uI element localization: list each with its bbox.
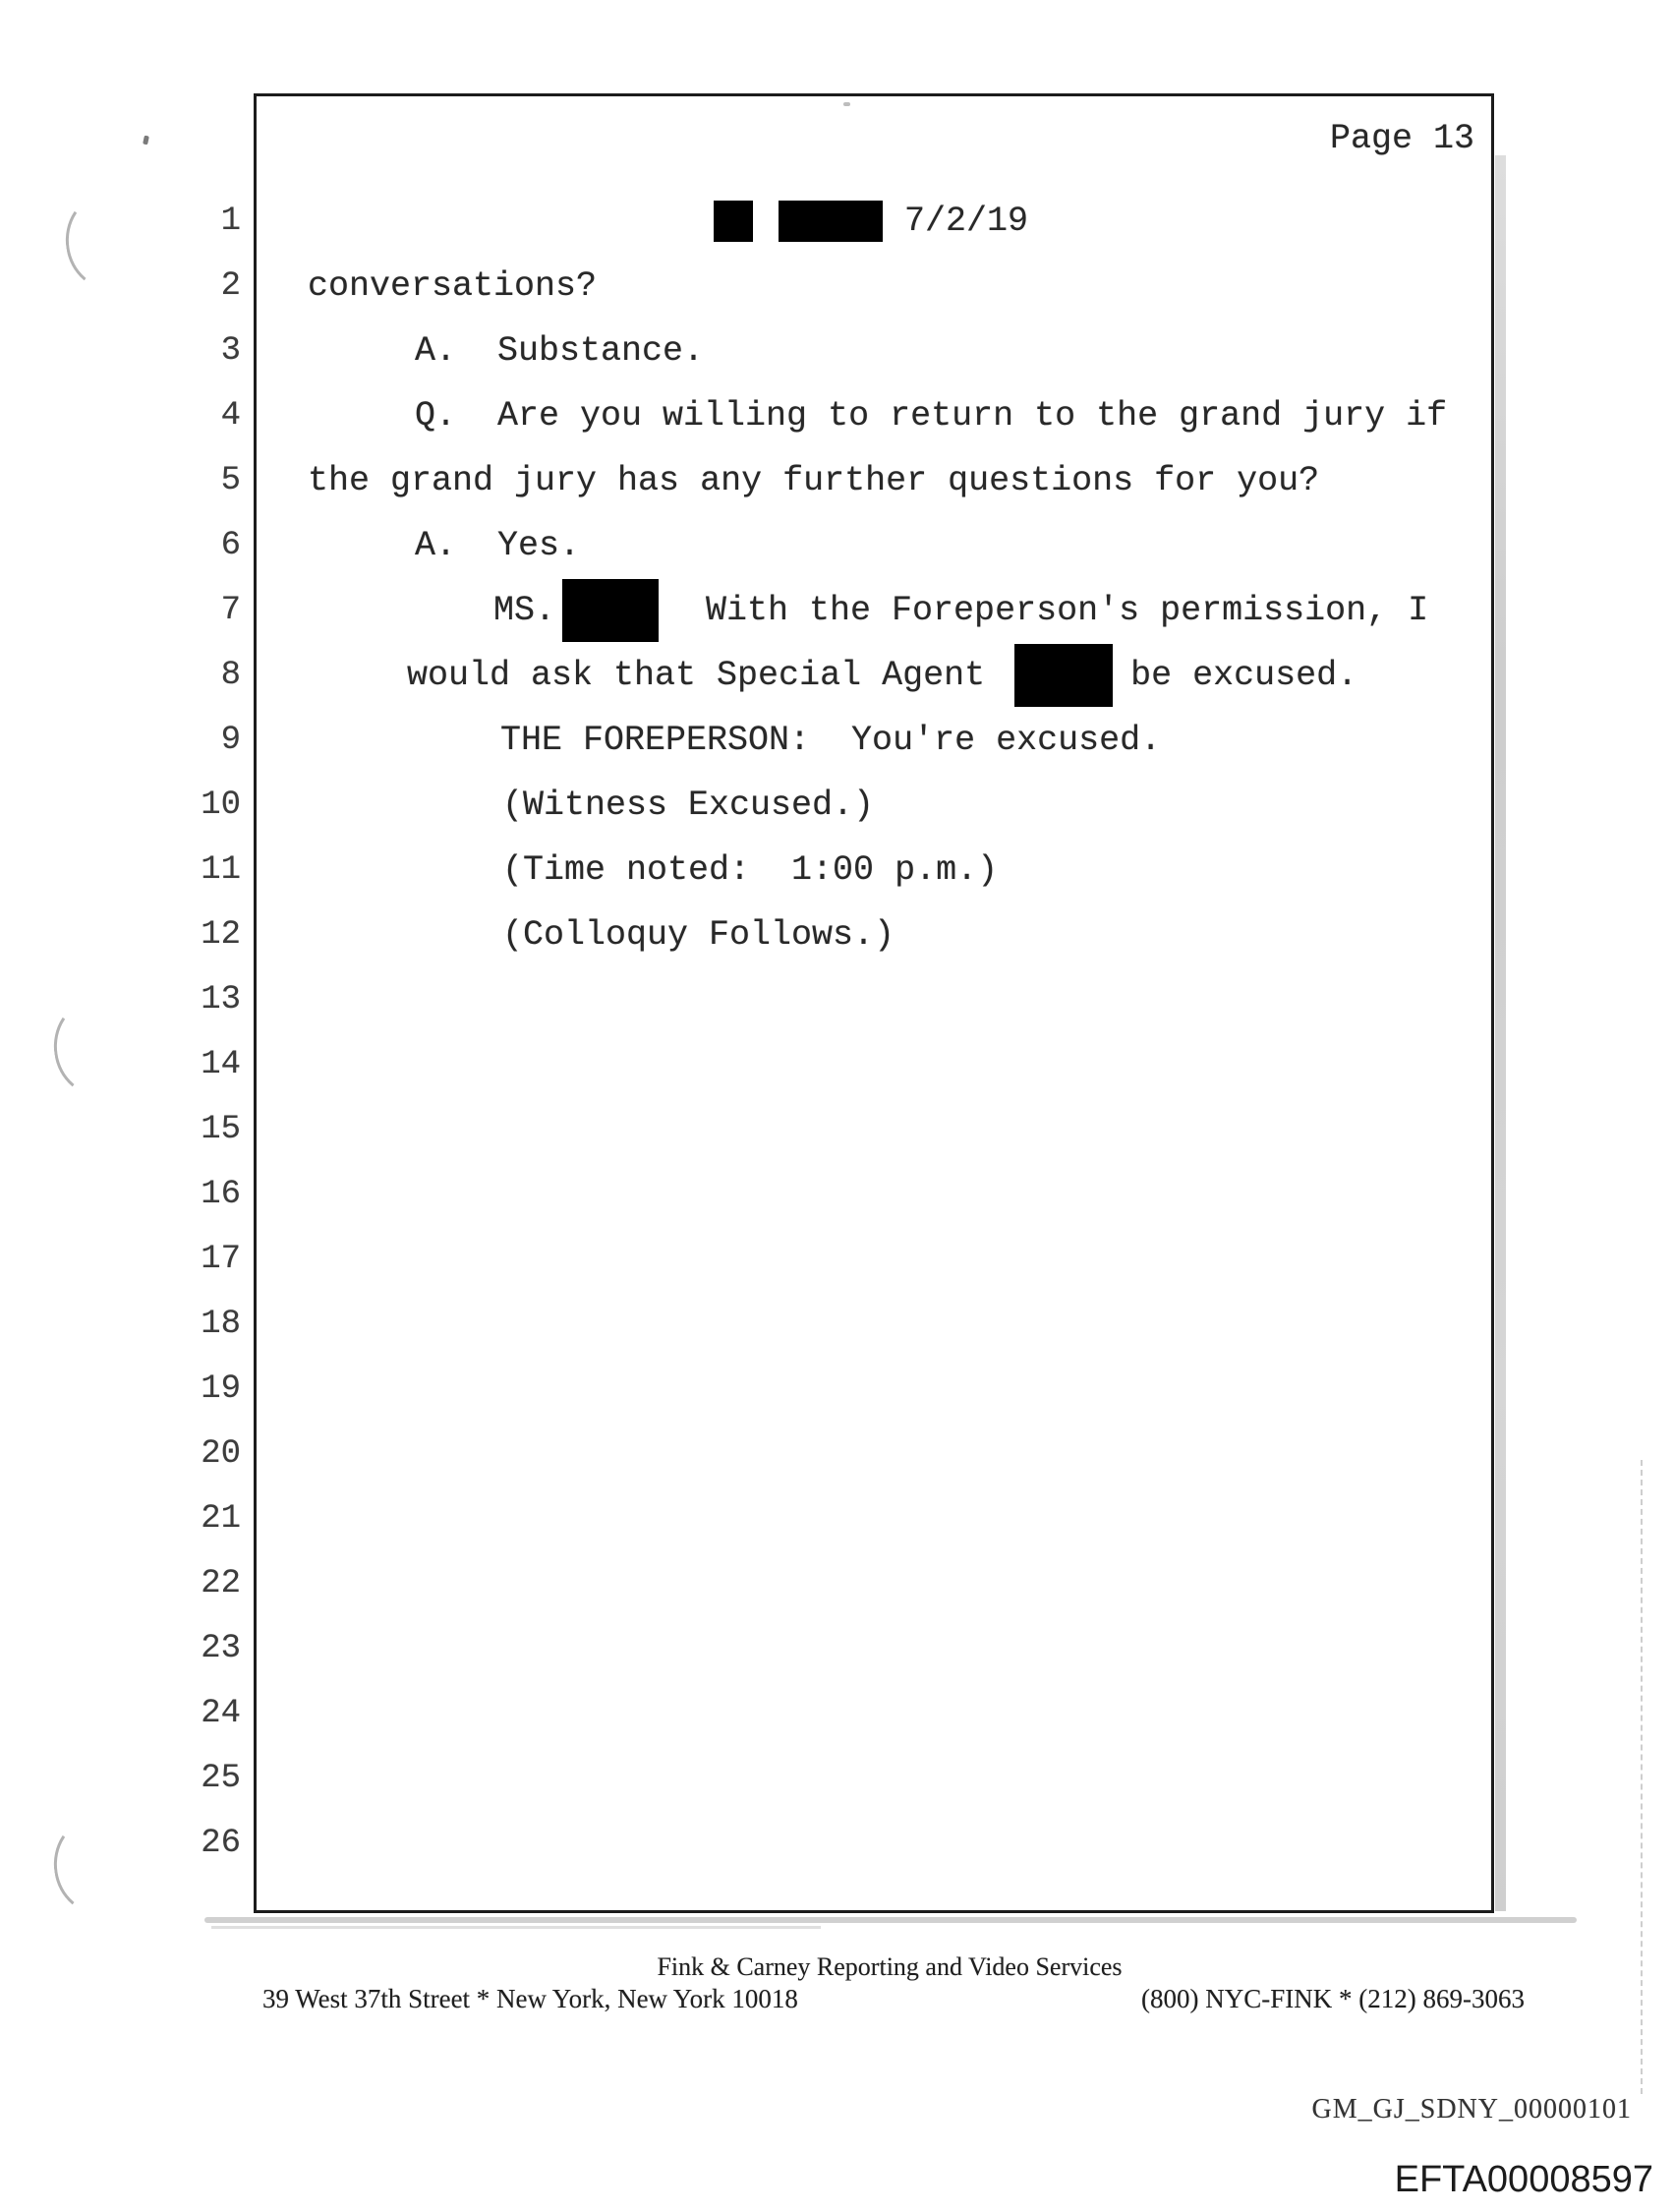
transcript-line-11	[0, 838, 1674, 902]
reporter-company-name: Fink & Carney Reporting and Video Services	[657, 1952, 1123, 1981]
transcript-line-9	[0, 708, 1674, 773]
line-number: 12	[201, 916, 241, 954]
page-number-label: Page 13	[1330, 119, 1475, 158]
transcript-text: THE FOREPERSON: You're excused.	[500, 721, 1162, 760]
line-number: 14	[201, 1046, 241, 1083]
transcript-line-10	[0, 773, 1674, 838]
scan-speck	[143, 136, 149, 146]
transcript-text: the grand jury has any further questions for you?	[308, 461, 1320, 500]
transcript-body	[0, 189, 1674, 967]
page-edge-shadow-bottom-2	[211, 1926, 821, 1929]
transcript-line-3	[0, 319, 1674, 383]
line-number: 2	[220, 267, 241, 305]
transcript-text: A. Yes.	[415, 526, 581, 565]
redaction-box	[562, 579, 659, 642]
reporter-address: 39 West 37th Street * New York, New York 10018	[262, 1984, 798, 2013]
redaction-box	[714, 201, 753, 242]
line-number: 23	[201, 1630, 241, 1667]
transcript-text: Q. Are you willing to return to the grand jury if	[415, 396, 1448, 436]
transcript-text: MS.	[493, 591, 556, 630]
transcript-line-5	[0, 448, 1674, 513]
line-number: 21	[201, 1500, 241, 1538]
line-number: 19	[201, 1370, 241, 1408]
transcript-line-2	[0, 254, 1674, 319]
line-number: 17	[201, 1241, 241, 1278]
redaction-box	[779, 201, 883, 242]
line-number: 6	[220, 527, 241, 564]
bates-number-gj: GM_GJ_SDNY_00000101	[1311, 2094, 1632, 2125]
line-number: 16	[201, 1176, 241, 1213]
line-number: 15	[201, 1111, 241, 1148]
line-number: 13	[201, 981, 241, 1019]
transcript-line-1	[0, 189, 1674, 254]
line-number: 25	[201, 1760, 241, 1797]
line-number: 9	[220, 722, 241, 759]
line-number: 3	[220, 332, 241, 370]
transcript-line-4	[0, 383, 1674, 448]
reporter-phone: (800) NYC-FINK * (212) 869-3063	[1141, 1984, 1525, 2013]
header-date: 7/2/19	[904, 202, 1029, 241]
line-number: 24	[201, 1695, 241, 1732]
page-edge-shadow-bottom	[204, 1917, 1577, 1923]
transcript-text: A. Substance.	[415, 331, 705, 371]
transcript-line-12	[0, 902, 1674, 967]
transcript-line-8	[0, 643, 1674, 708]
line-number: 8	[220, 657, 241, 694]
line-number: 5	[220, 462, 241, 499]
line-number: 18	[201, 1306, 241, 1343]
line-number: 26	[201, 1825, 241, 1862]
transcript-text: be excused.	[1130, 656, 1358, 695]
transcript-text: (Time noted: 1:00 p.m.)	[502, 850, 999, 890]
transcript-text: (Colloquy Follows.)	[502, 915, 895, 955]
line-number: 7	[220, 592, 241, 629]
transcript-text: conversations?	[308, 266, 598, 306]
transcript-text: With the Foreperson's permission, I	[706, 591, 1429, 630]
line-number: 4	[220, 397, 241, 435]
paper-edge-artifact	[1641, 1460, 1643, 2094]
transcript-line-7	[0, 578, 1674, 643]
line-number: 10	[201, 786, 241, 824]
transcript-line-6	[0, 513, 1674, 578]
transcript-text: (Witness Excused.)	[502, 786, 875, 825]
line-number: 22	[201, 1565, 241, 1602]
redaction-box	[1014, 644, 1113, 707]
line-number: 11	[201, 851, 241, 889]
bates-number-efta: EFTA00008597	[1394, 2159, 1653, 2200]
line-number: 1	[220, 203, 241, 240]
line-number: 20	[201, 1435, 241, 1473]
transcript-text: would ask that Special Agent	[407, 656, 986, 695]
